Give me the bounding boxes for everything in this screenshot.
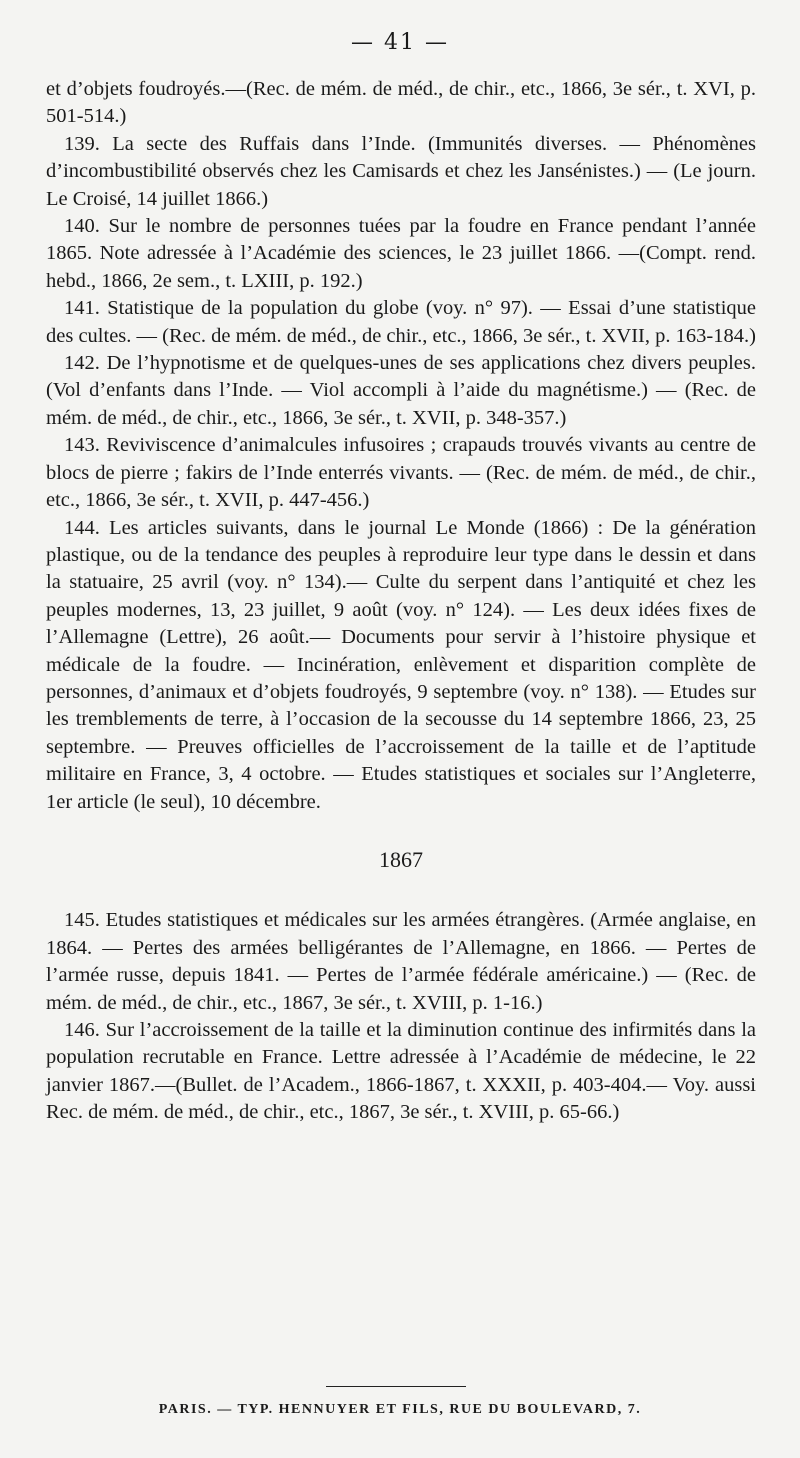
- bibliography-body: [46, 76, 756, 1127]
- entry-text: Reviviscence d’animalcules infusoires ; crapauds trouvés vivants au centre de blocs de pierre ; fakirs de l’Inde enterrés vivants. — (Rec. de mém. de méd., de chir., etc., 1866, 3e sér., t. XVII, p. 447-456.): [46, 434, 757, 512]
- entry-139: [46, 131, 756, 213]
- entry-144: [46, 515, 756, 816]
- entry-text: La secte des Ruffais dans l’Inde. (Immunités diverses. — Phénomènes d’incombustibilité observés chez les Camisards et chez les Jansénistes.) — (Le journ. Le Croisé, 14 juillet 1866.): [46, 132, 757, 210]
- entry-number: 139.: [64, 132, 100, 155]
- entry-text: Statistique de la population du globe (voy. n° 97). — Essai d’une statistique des cultes. — (Rec. de mém. de méd., de chir., etc., 1866, 3e sér., t. XVII, p. 163-184.): [46, 297, 756, 347]
- entry-text: Les articles suivants, dans le journal Le Monde (1866) : De la génération plastique, ou de la tendance des peuples à reproduire leur type dans le dessin et dans la statuaire, 25 avril (voy. n° 134).— Culte du serpent dans l’antiquité et chez les peuples modernes, 13, 23 juillet, 9 août (voy. n° 124). — Les deux idées fixes de l’Allemagne (Lettre), 26 août.— Documents pour servir à l’histoire physique et médicale de la foudre. — Incinération, enlèvement et disparition complète de personnes, d’animaux et d’objets foudroyés, 9 septembre (voy. n° 138). — Etudes sur les tremblements de terre, à l’occasion de la secousse du 14 septembre 1866, 23, 25 septembre. — Preuves officielles de l’accroissement de la taille et de l’aptitude militaire en France, 3, 4 octobre. — Etudes statistiques et sociales sur l’Angleterre, 1er article (le seul), 10 décembre.: [46, 516, 757, 813]
- entry-145: [46, 907, 756, 1017]
- entry-text: Sur le nombre de personnes tuées par la foudre en France pendant l’année 1865. Note adressée à l’Académie des sciences, le 23 juillet 1866. —(Compt. rend. hebd., 1866, 2e sem., t. LXIII, p. 192.): [46, 215, 757, 292]
- page-number: — 41 —: [351, 30, 449, 55]
- entry-number: 144.: [64, 516, 100, 539]
- entry-146: [46, 1017, 756, 1127]
- entry-number: 145.: [64, 909, 100, 932]
- entry-text: Etudes statistiques et médicales sur les armées étrangères. (Armée anglaise, en 1864. — Pertes des armées belligérantes de l’Allemagne, en 1866. — Pertes de l’armée russe, depuis 1841. — Pertes de l’armée fédérale américaine.) — (Rec. de mém. de méd., de chir., etc., 1867, 3e sér., t. XVIII, p. 1-16.): [46, 909, 757, 1014]
- entry-number: 143.: [64, 434, 100, 457]
- entry-continuation: [46, 76, 756, 131]
- printer-imprint: PARIS. — TYP. HENNUYER ET FILS, RUE DU BOULEVARD, 7.: [158, 1402, 642, 1417]
- entry-number: 140.: [64, 215, 100, 238]
- entry-text: Sur l’accroissement de la taille et la diminution continue des infirmités dans la population recrutable en France. Lettre adressée à l’Académie de médecine, le 22 janvier 1867.—(Bullet. de l’Academ., 1866-1867, t. XXXII, p. 403-404.— Voy. aussi Rec. de mém. de méd., de chir., etc., 1867, 3e sér., t. XVIII, p. 65-66.): [46, 1019, 756, 1124]
- entry-140: [46, 213, 756, 295]
- year-heading: 1867: [379, 846, 423, 872]
- entry-number: 142.: [64, 352, 100, 375]
- entry-141: [46, 295, 756, 350]
- entry-number: 146.: [64, 1019, 100, 1041]
- entry-142: [46, 350, 756, 432]
- entry-143: [46, 432, 756, 514]
- entry-text: et d’objets foudroyés.—(Rec. de mém. de méd., de chir., etc., 1866, 3e sér., t. XVI, p. 501-514.): [46, 78, 756, 128]
- entry-number: 141.: [64, 297, 100, 320]
- entry-text: De l’hypnotisme et de quelques-unes de ses applications chez divers peuples. (Vol d’enfants dans l’Inde. — Viol accompli à l’aide du magnétisme.) — (Rec. de mém. de méd., de chir., etc., 1866, 3e sér., t. XVII, p. 348-357.): [46, 352, 757, 429]
- footer-rule: [326, 1386, 466, 1387]
